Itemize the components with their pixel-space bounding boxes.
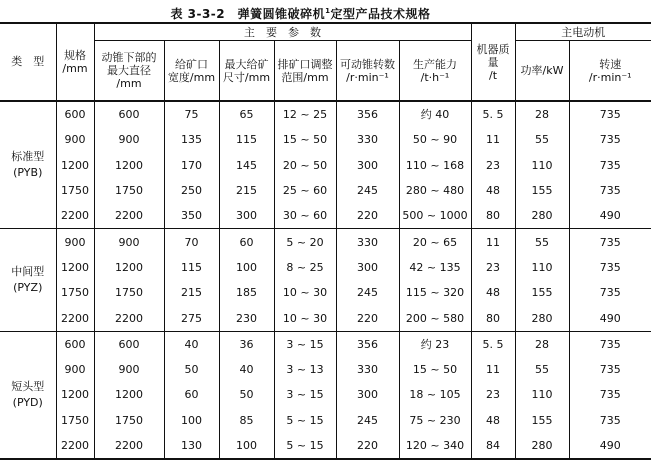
capacity-cell: 20 ~ 65: [399, 229, 471, 255]
motor-speed-cell: 490: [569, 433, 651, 459]
spec-cell: 1200: [56, 255, 94, 280]
motor-speed-header: 转速 /r·min⁻¹: [569, 41, 651, 102]
power-cell: 155: [515, 280, 569, 305]
speed-cell: 356: [336, 101, 399, 127]
spec-cell: 1200: [56, 382, 94, 407]
capacity-cell: 约 23: [399, 331, 471, 357]
motor-speed-cell: 735: [599, 413, 621, 427]
mass-cell: 23: [471, 153, 515, 178]
capacity-cell: 42 ~ 135: [399, 255, 471, 280]
table-row: [0, 305, 651, 331]
feed-width-cell: 250: [164, 178, 219, 203]
discharge-cell: 5 ~ 15: [274, 433, 336, 459]
discharge-cell: 10 ~ 30: [274, 280, 336, 305]
speed-cell: 245: [336, 280, 399, 305]
max-feed-cell: 85: [219, 408, 274, 433]
cone-dia-cell: 1750: [94, 280, 164, 305]
power-cell: 280: [515, 203, 569, 229]
cone-dia-cell: 1200: [94, 382, 164, 407]
speed-cell: 220: [336, 433, 399, 459]
max-feed-cell: 100: [219, 433, 274, 459]
cone-dia-cell: 2200: [94, 305, 164, 331]
power-cell: 110: [515, 255, 569, 280]
title-text: 表 3-3-2 弹簧圆锥破碎机: [170, 7, 326, 21]
spec-cell: 900: [56, 127, 94, 152]
speed-cell: 220: [336, 203, 399, 229]
cone-dia-cell: 1750: [94, 178, 164, 203]
max-feed-cell: 300: [219, 203, 274, 229]
max-feed-cell: 50: [219, 382, 274, 407]
power-cell: 110: [515, 382, 569, 407]
speed-cell: 330: [336, 127, 399, 152]
capacity-cell: 115 ~ 320: [399, 280, 471, 305]
motor-speed-cell: 735: [599, 388, 621, 402]
spec-cell: 2200: [56, 433, 94, 459]
discharge-cell: 12 ~ 25: [274, 101, 336, 127]
table-title: [0, 0, 601, 22]
speed-cell: 220: [336, 305, 399, 331]
mass-cell: 11: [471, 357, 515, 382]
mass-cell: 23: [471, 382, 515, 407]
power-cell: 28: [515, 331, 569, 357]
max-feed-cell: 36: [219, 331, 274, 357]
feed-width-cell: 115: [164, 255, 219, 280]
motor-speed-cell: 735: [599, 108, 621, 122]
speed-cell: 300: [336, 382, 399, 407]
capacity-header: 生产能力 /t·h⁻¹: [399, 41, 471, 102]
motor-speed-cell: 735: [569, 229, 651, 255]
motor-speed-cell: 490: [599, 311, 621, 325]
motor-header: 主电动机: [515, 23, 651, 41]
feed-width-cell: 40: [164, 331, 219, 357]
motor-speed-cell: 735: [599, 133, 621, 147]
discharge-cell: 3 ~ 13: [274, 357, 336, 382]
mass-cell: 5. 5: [471, 101, 515, 127]
mass-cell: 80: [471, 305, 515, 331]
capacity-cell: 18 ~ 105: [399, 382, 471, 407]
speed-cell: 330: [336, 357, 399, 382]
feed-width-cell: 130: [164, 433, 219, 459]
mass-cell: 80: [471, 203, 515, 229]
table-row: [0, 255, 651, 280]
speed-cell: 245: [336, 408, 399, 433]
cone-dia-cell: 2200: [94, 203, 164, 229]
capacity-cell: 120 ~ 340: [399, 433, 471, 459]
max-feed-cell: 230: [219, 305, 274, 331]
mass-cell: 48: [471, 408, 515, 433]
feed-width-cell: 170: [164, 153, 219, 178]
table-row: [0, 229, 651, 255]
motor-speed-cell: 735: [569, 331, 651, 357]
motor-speed-cell: 735: [599, 260, 621, 274]
speed-header: 可动锥转数 /r·min⁻¹: [336, 41, 399, 102]
table-row: [0, 357, 651, 382]
feed-width-cell: 350: [164, 203, 219, 229]
mass-cell: 48: [471, 280, 515, 305]
cone-dia-cell: 900: [94, 229, 164, 255]
table-row: [0, 280, 651, 305]
power-cell: 155: [515, 178, 569, 203]
max-feed-cell: 100: [219, 255, 274, 280]
table-row: [0, 433, 651, 459]
speed-cell: 300: [336, 153, 399, 178]
table-row: [0, 178, 651, 203]
feed-width-cell: 60: [164, 382, 219, 407]
feed-width-cell: 100: [164, 408, 219, 433]
power-cell: 280: [515, 305, 569, 331]
discharge-cell: 5 ~ 20: [274, 229, 336, 255]
motor-speed-cell: 735: [599, 184, 621, 198]
cone-dia-cell: 1200: [94, 255, 164, 280]
main-params-header: 主 要 参 数: [94, 23, 471, 41]
spec-cell: 2200: [56, 305, 94, 331]
table-row: [0, 408, 651, 433]
feed-width-cell: 50: [164, 357, 219, 382]
power-header: 功率/kW: [515, 41, 569, 102]
power-cell: 28: [515, 101, 569, 127]
mass-cell: 11: [471, 127, 515, 152]
spec-header: 规格 /mm: [56, 23, 94, 101]
speed-cell: 245: [336, 178, 399, 203]
cone-dia-cell: 600: [94, 331, 164, 357]
power-cell: 155: [515, 408, 569, 433]
discharge-cell: 15 ~ 50: [274, 127, 336, 152]
discharge-cell: 3 ~ 15: [274, 331, 336, 357]
feed-width-header: 给矿口 宽度/mm: [164, 41, 219, 102]
capacity-cell: 280 ~ 480: [399, 178, 471, 203]
feed-width-cell: 75: [164, 101, 219, 127]
type-header: 类 型: [0, 23, 56, 101]
title-superscript: 1: [325, 7, 331, 15]
max-feed-cell: 40: [219, 357, 274, 382]
max-feed-cell: 65: [219, 101, 274, 127]
table-row: [0, 127, 651, 152]
capacity-cell: 50 ~ 90: [399, 127, 471, 152]
spec-cell: 900: [56, 357, 94, 382]
max-feed-cell: 115: [219, 127, 274, 152]
discharge-cell: 20 ~ 50: [274, 153, 336, 178]
cone-dia-cell: 600: [94, 101, 164, 127]
cone-dia-cell: 1750: [94, 408, 164, 433]
max-feed-cell: 60: [219, 229, 274, 255]
feed-width-cell: 135: [164, 127, 219, 152]
discharge-cell: 3 ~ 15: [274, 382, 336, 407]
feed-width-cell: 70: [164, 229, 219, 255]
speed-cell: 300: [336, 255, 399, 280]
mass-cell: 48: [471, 178, 515, 203]
spec-cell: 600: [56, 331, 94, 357]
spec-cell: 1750: [56, 280, 94, 305]
table-row: [0, 382, 651, 407]
mass-cell: 84: [471, 433, 515, 459]
table-row: [0, 101, 651, 127]
discharge-cell: 5 ~ 15: [274, 408, 336, 433]
table-row: [0, 331, 651, 357]
motor-speed-cell: 490: [599, 209, 621, 223]
discharge-cell: 30 ~ 60: [274, 203, 336, 229]
cone-dia-cell: 900: [94, 127, 164, 152]
capacity-cell: 500 ~ 1000: [399, 203, 471, 229]
feed-width-cell: 275: [164, 305, 219, 331]
mass-cell: 11: [471, 229, 515, 255]
power-cell: 55: [515, 127, 569, 152]
capacity-cell: 110 ~ 168: [399, 153, 471, 178]
feed-width-cell: 215: [164, 280, 219, 305]
power-cell: 55: [515, 229, 569, 255]
spec-table: [0, 22, 651, 460]
type-cell: 中间型 (PYZ): [0, 229, 56, 331]
table-row: [0, 153, 651, 178]
discharge-cell: 25 ~ 60: [274, 178, 336, 203]
cone-dia-cell: 1200: [94, 153, 164, 178]
title-suffix: 定型产品技术规格: [330, 7, 431, 21]
discharge-cell: 8 ~ 25: [274, 255, 336, 280]
cone-dia-cell: 900: [94, 357, 164, 382]
power-cell: 110: [515, 153, 569, 178]
speed-cell: 330: [336, 229, 399, 255]
mass-cell: 5. 5: [471, 331, 515, 357]
power-cell: 280: [515, 433, 569, 459]
capacity-cell: 75 ~ 230: [399, 408, 471, 433]
spec-cell: 2200: [56, 203, 94, 229]
max-feed-header: 最大给矿 尺寸/mm: [219, 41, 274, 102]
speed-cell: 356: [336, 331, 399, 357]
spec-cell: 1200: [56, 153, 94, 178]
motor-speed-cell: 735: [599, 286, 621, 300]
discharge-header: 排矿口调整 范围/mm: [274, 41, 336, 102]
discharge-cell: 10 ~ 30: [274, 305, 336, 331]
motor-speed-cell: 735: [599, 363, 621, 377]
capacity-cell: 约 40: [399, 101, 471, 127]
spec-cell: 600: [56, 101, 94, 127]
spec-cell: 1750: [56, 178, 94, 203]
table-row: [0, 203, 651, 229]
capacity-cell: 15 ~ 50: [399, 357, 471, 382]
spec-cell: 900: [56, 229, 94, 255]
cone-dia-cell: 2200: [94, 433, 164, 459]
mass-header: 机器质量 /t: [471, 23, 515, 101]
max-feed-cell: 145: [219, 153, 274, 178]
mass-cell: 23: [471, 255, 515, 280]
power-cell: 55: [515, 357, 569, 382]
max-feed-cell: 215: [219, 178, 274, 203]
table-body: [0, 101, 651, 459]
cone-dia-header: 动锥下部的 最大直径 /mm: [94, 41, 164, 102]
spec-cell: 1750: [56, 408, 94, 433]
type-cell: 标准型 (PYB): [0, 101, 56, 229]
motor-speed-cell: 735: [599, 158, 621, 172]
capacity-cell: 200 ~ 580: [399, 305, 471, 331]
max-feed-cell: 185: [219, 280, 274, 305]
type-cell: 短头型 (PYD): [0, 331, 56, 459]
